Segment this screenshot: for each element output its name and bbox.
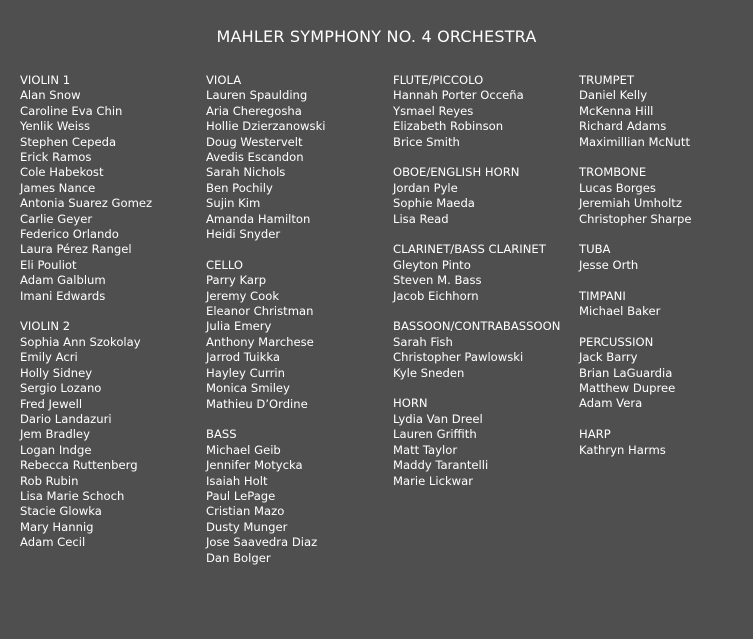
member-name: Christopher Sharpe — [579, 211, 692, 226]
member-name: Eleanor Christman — [206, 304, 314, 319]
member-name: Sergio Lozano — [20, 381, 102, 396]
member-name: Caroline Eva Chin — [20, 103, 123, 118]
member-name: Elizabeth Robinson — [393, 119, 504, 134]
member-name: Antonia Suarez Gomez — [20, 196, 153, 211]
member-name: Yenlik Weiss — [20, 119, 91, 134]
member-name: Dusty Munger — [206, 519, 288, 534]
member-name: Imani Edwards — [20, 288, 106, 303]
roster-column-3 — [393, 73, 573, 504]
section-bass — [206, 427, 386, 566]
member-name: Heidi Snyder — [206, 227, 281, 242]
member-name: Isaiah Holt — [206, 473, 268, 488]
member-name: Marie Lickwar — [393, 473, 474, 488]
section-title: OBOE/ENGLISH HORN — [393, 165, 520, 180]
member-name: Monica Smiley — [206, 381, 290, 396]
member-name: Amanda Hamilton — [206, 211, 311, 226]
member-name: Mathieu D’Ordine — [206, 396, 308, 411]
section-title: VIOLIN 1 — [20, 73, 71, 87]
section-oboe-english-horn — [393, 165, 573, 227]
member-name: Lauren Griffith — [393, 427, 477, 442]
section-trombone — [579, 165, 753, 227]
member-name: Sujin Kim — [206, 196, 261, 211]
member-name: James Nance — [20, 180, 96, 195]
section-clarinet-bass-clarinet — [393, 242, 573, 304]
section-harp — [579, 427, 753, 458]
member-name: Jose Saavedra Diaz — [206, 535, 318, 550]
member-name: Kyle Sneden — [393, 365, 465, 380]
member-name: Jesse Orth — [579, 257, 639, 272]
member-name: Alan Snow — [20, 88, 81, 103]
member-name: Avedis Escandon — [206, 150, 304, 165]
member-name: Brice Smith — [393, 134, 460, 149]
member-name: Hayley Currin — [206, 365, 285, 380]
member-name: McKenna Hill — [579, 103, 654, 118]
member-name: Lydia Van Dreel — [393, 411, 483, 426]
member-name: Maximillian McNutt — [579, 134, 690, 149]
section-title: TUBA — [579, 242, 611, 257]
member-name: Jeremy Cook — [206, 288, 280, 303]
member-name: Cristian Mazo — [206, 504, 285, 519]
section-title: TRUMPET — [579, 73, 635, 87]
member-name: Jacob Eichhorn — [393, 288, 479, 303]
section-trumpet — [579, 73, 753, 150]
member-name: Jordan Pyle — [393, 180, 458, 195]
section-title: HARP — [579, 427, 611, 442]
member-name: Eli Pouliot — [20, 257, 77, 272]
member-name: Michael Baker — [579, 304, 661, 319]
member-name: Jeremiah Umholtz — [579, 196, 682, 211]
section-cello — [206, 258, 386, 412]
section-violin-1 — [20, 73, 200, 304]
member-name: Adam Galblum — [20, 273, 106, 288]
section-viola — [206, 73, 386, 242]
page-title: MAHLER SYMPHONY NO. 4 ORCHESTRA — [216, 27, 537, 46]
member-name: Federico Orlando — [20, 227, 119, 242]
member-name: Cole Habekost — [20, 165, 104, 180]
member-name: Maddy Tarantelli — [393, 458, 489, 473]
member-name: Dario Landazuri — [20, 411, 112, 426]
member-name: Richard Adams — [579, 119, 667, 134]
member-name: Lucas Borges — [579, 180, 656, 195]
section-timpani — [579, 289, 753, 320]
member-name: Adam Vera — [579, 396, 643, 411]
member-name: Sarah Fish — [393, 334, 453, 349]
member-name: Carlie Geyer — [20, 211, 93, 226]
section-title: BASS — [206, 427, 237, 442]
member-name: Ben Pochily — [206, 180, 273, 195]
roster-column-2 — [206, 73, 386, 581]
section-title: FLUTE/PICCOLO — [393, 73, 484, 87]
section-title: VIOLIN 2 — [20, 319, 71, 334]
member-name: Erick Ramos — [20, 150, 92, 165]
member-name: Rob Rubin — [20, 473, 79, 488]
member-name: Daniel Kelly — [579, 88, 648, 103]
member-name: Mary Hannig — [20, 519, 94, 534]
member-name: Julia Emery — [206, 319, 272, 334]
section-percussion — [579, 335, 753, 412]
member-name: Lauren Spaulding — [206, 88, 308, 103]
member-name: Gleyton Pinto — [393, 257, 471, 272]
member-name: Fred Jewell — [20, 396, 83, 411]
member-name: Sophia Ann Szokolay — [20, 334, 141, 349]
section-title: PERCUSSION — [579, 334, 654, 349]
member-name: Laura Pérez Rangel — [20, 242, 132, 257]
member-name: Holly Sidney — [20, 365, 93, 380]
section-title: CELLO — [206, 257, 244, 272]
section-title: TROMBONE — [579, 165, 647, 180]
section-tuba — [579, 242, 753, 273]
member-name: Lisa Marie Schoch — [20, 488, 125, 503]
member-name: Jack Barry — [579, 350, 638, 365]
member-name: Hollie Dzierzanowski — [206, 119, 326, 134]
member-name: Dan Bolger — [206, 550, 271, 565]
member-name: Stacie Glowka — [20, 504, 102, 519]
roster-column-1 — [20, 73, 200, 566]
roster-column-4 — [579, 73, 753, 473]
member-name: Jennifer Motycka — [206, 458, 303, 473]
section-flute-piccolo — [393, 73, 573, 150]
member-name: Christopher Pawlowski — [393, 350, 524, 365]
member-name: Steven M. Bass — [393, 273, 482, 288]
section-title: VIOLA — [206, 73, 242, 87]
member-name: Parry Karp — [206, 273, 267, 288]
section-title: HORN — [393, 396, 428, 411]
member-name: Jem Bradley — [20, 427, 90, 442]
member-name: Anthony Marchese — [206, 334, 314, 349]
section-title: CLARINET/BASS CLARINET — [393, 242, 546, 257]
member-name: Sophie Maeda — [393, 196, 475, 211]
member-name: Matt Taylor — [393, 442, 458, 457]
member-name: Sarah Nichols — [206, 165, 286, 180]
member-name: Kathryn Harms — [579, 442, 666, 457]
member-name: Jarrod Tuikka — [206, 350, 280, 365]
member-name: Paul LePage — [206, 488, 276, 503]
member-name: Adam Cecil — [20, 535, 86, 550]
section-violin-2 — [20, 319, 200, 550]
member-name: Aria Cheregosha — [206, 103, 302, 118]
member-name: Rebecca Ruttenberg — [20, 458, 138, 473]
member-name: Hannah Porter Occeña — [393, 88, 524, 103]
member-name: Ysmael Reyes — [393, 103, 474, 118]
section-horn — [393, 396, 573, 488]
member-name: Logan Indge — [20, 442, 92, 457]
section-title: TIMPANI — [579, 288, 626, 303]
member-name: Doug Westervelt — [206, 134, 303, 149]
member-name: Michael Geib — [206, 442, 281, 457]
member-name: Matthew Dupree — [579, 381, 676, 396]
member-name: Emily Acri — [20, 350, 78, 365]
section-title: BASSOON/CONTRABASSOON — [393, 319, 561, 334]
member-name: Brian LaGuardia — [579, 365, 673, 380]
member-name: Lisa Read — [393, 211, 449, 226]
section-bassoon-contrabassoon — [393, 319, 573, 381]
member-name: Stephen Cepeda — [20, 134, 117, 149]
